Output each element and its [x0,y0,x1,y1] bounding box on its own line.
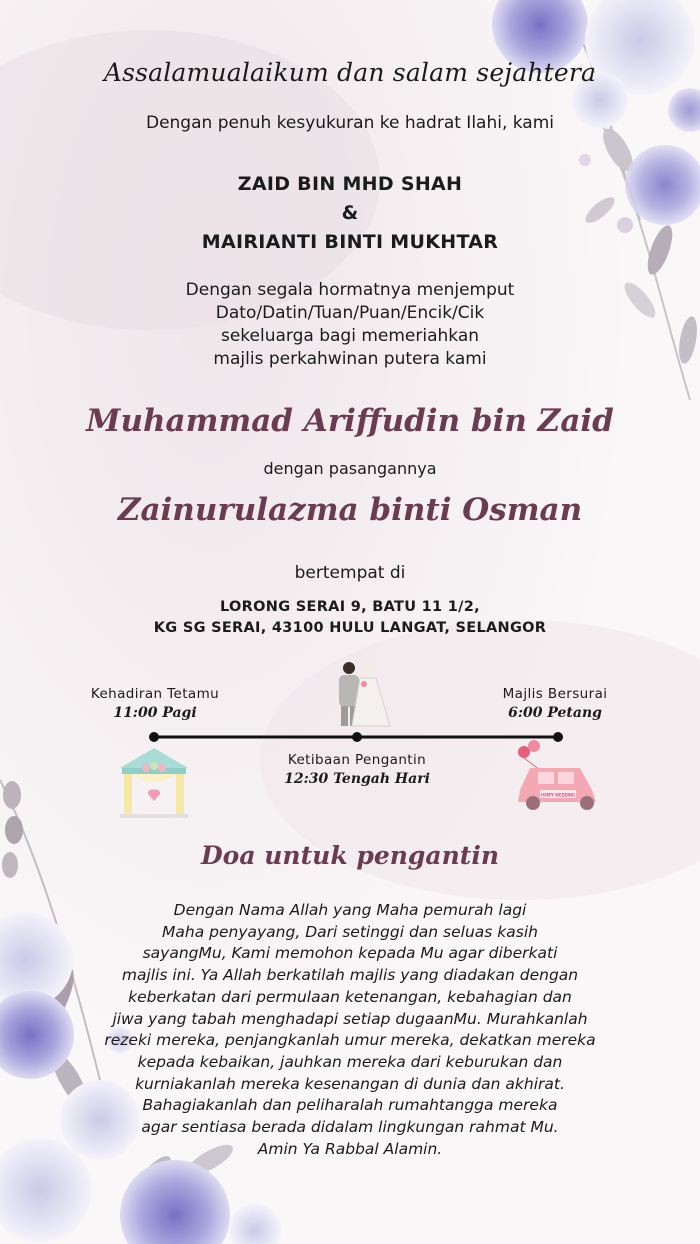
timeline-dot [149,732,159,742]
doa-line: agar sentiasa berada didalam lingkungan rahmat Mu. [141,1118,559,1137]
doa-line: rezeki mereka, penjangkanlah umur mereka, dekatkan mereka [104,1031,596,1050]
pavilion-icon [120,748,188,818]
doa-line: Bahagiakanlah dan peliharalah rumahtangga mereka [142,1096,558,1115]
parents-block [0,170,700,257]
greeting-title: Assalamualaikum dan salam sejahtera [103,58,597,87]
doa-line: majlis ini. Ya Allah berkatilah majlis yang diadakan dengan [121,966,579,985]
timeline-time: 11:00 Pagi [113,705,197,721]
doa-line: jiwa yang tabah menghadapi setiap dugaanMu. Murahkanlah [112,1009,588,1028]
invitation-line: majlis perkahwinan putera kami [213,349,487,369]
father-name: ZAID BIN MHD SHAH [237,173,463,195]
timeline-item-guests [60,686,250,721]
doa-line: Amin Ya Rabbal Alamin. [257,1139,443,1158]
ampersand: & [341,202,359,224]
timeline-dot [352,732,362,742]
couple-icon [339,662,390,726]
timeline [0,640,700,840]
venue-label: bertempat di [294,563,406,583]
mother-name: MAIRIANTI BINTI MUKHTAR [201,231,499,253]
doa-line: kurniakanlah mereka kesenangan di dunia dan akhirat. [135,1074,565,1093]
address-line: KG SG SERAI, 43100 HULU LANGAT, SELANGOR [153,620,547,636]
invitation-line: Dengan segala hormatnya menjemput [185,280,515,300]
car-sign: HAPPY WEDDING [540,792,576,798]
timeline-time: 6:00 Petang [508,705,602,721]
wedding-car-icon [518,740,596,810]
timeline-item-arrival [257,752,457,787]
doa-line: keberkatan dari permulaan ketenangan, kebahagian dan [128,987,572,1006]
groom-name: Muhammad Ariffudin bin Zaid [86,403,614,439]
bride-name: Zainurulazma binti Osman [117,492,583,528]
intro-text: Dengan penuh kesyukuran ke hadrat Ilahi, kami [145,113,555,133]
timeline-time: 12:30 Tengah Hari [284,771,430,787]
timeline-label: Majlis Bersurai [502,686,608,702]
address-line: LORONG SERAI 9, BATU 11 1/2, [220,599,480,615]
doa-line: Dengan Nama Allah yang Maha pemurah lagi [173,901,527,919]
doa-body [0,900,700,1160]
doa-line: Maha penyayang, Dari setinggi dan seluas kasih [162,922,538,941]
invitation-line: sekeluarga bagi memeriahkan [220,326,480,346]
doa-line: kepada kebaikan, jauhkan mereka dari keburukan dan [137,1052,563,1071]
doa-title: Doa untuk pengantin [201,841,499,870]
with-partner-text: dengan pasangannya [263,459,437,478]
venue-address [0,597,700,639]
timeline-item-end [470,686,640,721]
doa-line: sayangMu, Kami memohon kepada Mu agar diberkati [142,944,558,963]
timeline-dot [553,732,563,742]
timeline-label: Kehadiran Tetamu [90,686,220,702]
timeline-label: Ketibaan Pengantin [287,752,427,768]
invitation-line: Dato/Datin/Tuan/Puan/Encik/Cik [215,303,485,323]
invitation-text [0,279,700,371]
